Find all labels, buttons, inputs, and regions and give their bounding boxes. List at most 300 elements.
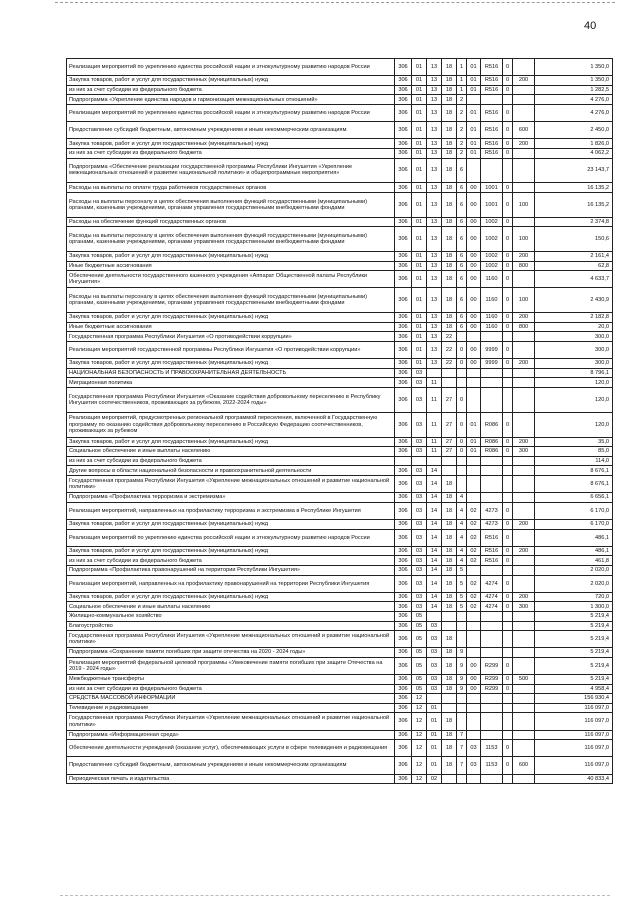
cell-vr <box>513 556 535 566</box>
cell-sub: 1 <box>457 76 467 86</box>
cell-pr: 13 <box>427 227 442 252</box>
table-row <box>67 76 613 86</box>
cell-sub: 0 <box>457 359 467 369</box>
cell-napr: R516 <box>481 59 503 76</box>
cell-sub: 5 <box>457 565 467 575</box>
cell-vr <box>513 648 535 658</box>
table-row <box>67 368 613 378</box>
cell-mer <box>467 565 481 575</box>
cell-vr <box>513 565 535 575</box>
cell-sub <box>457 332 467 342</box>
row-name: из них за счет субсидии из федерального бюджета <box>67 148 395 158</box>
cell-gr: 306 <box>395 648 412 658</box>
cell-gr: 306 <box>395 447 412 457</box>
row-name: Иные бюджетные ассигнования <box>67 322 395 332</box>
cell-dop: 0 <box>503 575 513 592</box>
table-row <box>67 447 613 457</box>
cell-mer: 02 <box>467 502 481 519</box>
cell-amt: 1 350,0 <box>535 76 613 86</box>
cell-prog <box>442 466 457 476</box>
cell-prog: 18 <box>442 631 457 648</box>
cell-napr <box>481 368 503 378</box>
cell-dop <box>503 378 513 388</box>
cell-prog: 18 <box>442 288 457 313</box>
cell-gr: 306 <box>395 104 412 121</box>
cell-gr: 306 <box>395 684 412 694</box>
cell-amt: 300,0 <box>535 342 613 359</box>
table-row <box>67 565 613 575</box>
cell-prog: 18 <box>442 183 457 193</box>
cell-sub: 6 <box>457 192 467 217</box>
row-name: Социальное обеспечение и иные выплаты населению <box>67 447 395 457</box>
cell-sub: 6 <box>457 288 467 313</box>
cell-mer: 02 <box>467 546 481 556</box>
row-name: Подпрограмма «Информационная среда» <box>67 730 395 740</box>
cell-vr <box>513 466 535 476</box>
cell-prog: 18 <box>442 59 457 76</box>
cell-pr: 14 <box>427 575 442 592</box>
cell-dop: 0 <box>503 288 513 313</box>
cell-prog <box>442 378 457 388</box>
cell-dop <box>503 621 513 631</box>
cell-amt: 120,0 <box>535 388 613 413</box>
table-row <box>67 675 613 685</box>
cell-napr: R516 <box>481 556 503 566</box>
cell-amt: 5 219,4 <box>535 631 613 648</box>
cell-vr <box>513 740 535 757</box>
cell-pr: 03 <box>427 684 442 694</box>
table-row <box>67 657 613 674</box>
cell-sub: 6 <box>457 227 467 252</box>
cell-mer <box>467 648 481 658</box>
cell-gr: 306 <box>395 158 412 183</box>
cell-sub: 6 <box>457 158 467 183</box>
cell-gr: 306 <box>395 412 412 437</box>
cell-amt: 2 430,9 <box>535 288 613 313</box>
cell-napr <box>481 95 503 105</box>
cell-prog <box>442 611 457 621</box>
cell-prog: 18 <box>442 261 457 271</box>
cell-gr: 306 <box>395 730 412 740</box>
cell-sub: 4 <box>457 529 467 546</box>
cell-mer: 02 <box>467 592 481 602</box>
cell-pr: 13 <box>427 183 442 193</box>
cell-vr <box>513 529 535 546</box>
cell-mer: 01 <box>467 76 481 86</box>
cell-sub: 7 <box>457 740 467 757</box>
cell-pr: 13 <box>427 322 442 332</box>
cell-amt: 300,0 <box>535 332 613 342</box>
cell-napr <box>481 388 503 413</box>
cell-amt: 486,1 <box>535 529 613 546</box>
cell-dop <box>503 456 513 466</box>
cell-vr: 300 <box>513 447 535 457</box>
table-row <box>67 529 613 546</box>
cell-gr: 306 <box>395 271 412 288</box>
table-row <box>67 158 613 183</box>
cell-rz: 01 <box>412 288 427 313</box>
cell-gr: 306 <box>395 529 412 546</box>
cell-rz: 03 <box>412 368 427 378</box>
cell-pr: 13 <box>427 192 442 217</box>
cell-dop: 0 <box>503 342 513 359</box>
cell-prog: 18 <box>442 192 457 217</box>
cell-rz: 01 <box>412 95 427 105</box>
cell-gr: 306 <box>395 592 412 602</box>
cell-mer: 01 <box>467 59 481 76</box>
cell-gr: 306 <box>395 227 412 252</box>
cell-prog: 18 <box>442 85 457 95</box>
cell-prog <box>442 368 457 378</box>
cell-pr: 14 <box>427 519 442 529</box>
cell-gr: 306 <box>395 466 412 476</box>
cell-gr <box>395 456 412 466</box>
cell-vr <box>513 621 535 631</box>
cell-sub: 0 <box>457 412 467 437</box>
cell-gr: 306 <box>395 774 412 784</box>
cell-mer: 00 <box>467 342 481 359</box>
cell-dop: 0 <box>503 519 513 529</box>
cell-amt: 35,0 <box>535 437 613 447</box>
cell-prog <box>442 694 457 704</box>
cell-pr: 13 <box>427 104 442 121</box>
cell-sub: 6 <box>457 261 467 271</box>
cell-gr: 306 <box>395 621 412 631</box>
cell-rz: 03 <box>412 447 427 457</box>
table-row <box>67 288 613 313</box>
cell-dop: 0 <box>503 359 513 369</box>
row-name: Государственная программа Республики Ингушетия «О противодействии коррупции» <box>67 332 395 342</box>
cell-prog: 18 <box>442 148 457 158</box>
table-row <box>67 456 613 466</box>
cell-vr: 100 <box>513 192 535 217</box>
cell-rz: 03 <box>412 592 427 602</box>
cell-vr: 300 <box>513 602 535 612</box>
cell-sub: 7 <box>457 730 467 740</box>
cell-amt: 461,8 <box>535 556 613 566</box>
cell-gr: 306 <box>395 95 412 105</box>
table-row <box>67 412 613 437</box>
row-name: Закупка товаров, работ и услуг для государственных (муниципальных) нужд <box>67 546 395 556</box>
cell-dop: 0 <box>503 76 513 86</box>
cell-vr <box>513 148 535 158</box>
cell-amt: 486,1 <box>535 546 613 556</box>
cell-mer <box>467 730 481 740</box>
cell-gr: 306 <box>395 631 412 648</box>
cell-sub: 4 <box>457 556 467 566</box>
cell-pr: 11 <box>427 412 442 437</box>
table-row <box>67 592 613 602</box>
cell-sub: 1 <box>457 85 467 95</box>
cell-vr <box>513 611 535 621</box>
cell-dop: 0 <box>503 85 513 95</box>
cell-amt: 4 633,7 <box>535 271 613 288</box>
cell-mer: 01 <box>467 104 481 121</box>
cell-amt: 4 958,4 <box>535 684 613 694</box>
table-row <box>67 631 613 648</box>
row-name: Подпрограмма «Укрепление единства народов и гармонизация межнациональных отношений» <box>67 95 395 105</box>
cell-sub: 9 <box>457 675 467 685</box>
cell-sub <box>457 713 467 730</box>
cell-vr: 500 <box>513 675 535 685</box>
cell-dop <box>503 713 513 730</box>
row-name: Расходы на выплаты персоналу в целях обеспечения выполнения функций государственными (муниципальными) органами, казенными учреждениями, органами управления государственными внебюджетными фондами <box>67 192 395 217</box>
cell-gr: 306 <box>395 437 412 447</box>
cell-sub <box>457 774 467 784</box>
cell-prog: 18 <box>442 252 457 262</box>
cell-dop <box>503 158 513 183</box>
row-name: Закупка товаров, работ и услуг для государственных (муниципальных) нужд <box>67 139 395 149</box>
cell-gr: 306 <box>395 59 412 76</box>
cell-mer <box>467 713 481 730</box>
cell-mer <box>467 476 481 493</box>
cell-mer: 00 <box>467 217 481 227</box>
table-row <box>67 437 613 447</box>
cell-mer <box>467 378 481 388</box>
cell-vr <box>513 694 535 704</box>
table-row <box>67 648 613 658</box>
cell-gr: 306 <box>395 740 412 757</box>
cell-dop: 0 <box>503 192 513 217</box>
cell-napr: 1160 <box>481 322 503 332</box>
cell-rz: 05 <box>412 657 427 674</box>
cell-dop: 0 <box>503 675 513 685</box>
cell-mer <box>467 631 481 648</box>
table-row <box>67 227 613 252</box>
row-name: Подпрограмма «Обеспечение реализации государственной программы Республики Ингушетия «Укрепление межнациональных отношений и развитие национальной политики» и общепрограммные мероприятия» <box>67 158 395 183</box>
cell-dop: 0 <box>503 122 513 139</box>
cell-sub <box>457 476 467 493</box>
cell-gr: 306 <box>395 192 412 217</box>
cell-pr: 13 <box>427 342 442 359</box>
cell-pr: 13 <box>427 59 442 76</box>
cell-prog: 27 <box>442 388 457 413</box>
table-row <box>67 359 613 369</box>
cell-dop: 0 <box>503 271 513 288</box>
table-row <box>67 95 613 105</box>
cell-amt: 2 020,0 <box>535 575 613 592</box>
cell-prog: 22 <box>442 359 457 369</box>
cell-mer <box>467 466 481 476</box>
cell-dop: 0 <box>503 183 513 193</box>
row-name: Другие вопросы в области национальной безопасности и правоохранительной деятельности <box>67 466 395 476</box>
cell-vr: 200 <box>513 519 535 529</box>
cell-dop: 0 <box>503 556 513 566</box>
cell-pr: 13 <box>427 76 442 86</box>
cell-amt: 4 276,0 <box>535 95 613 105</box>
cell-mer: 01 <box>467 437 481 447</box>
table-row <box>67 192 613 217</box>
cell-napr: 1160 <box>481 271 503 288</box>
cell-amt: 23 143,7 <box>535 158 613 183</box>
cell-amt: 116 097,0 <box>535 713 613 730</box>
row-name: Расходы на выплаты по оплате труда работников государственных органов <box>67 183 395 193</box>
cell-amt: 5 219,4 <box>535 611 613 621</box>
cell-napr: 4274 <box>481 592 503 602</box>
cell-dop <box>503 476 513 493</box>
cell-vr <box>513 657 535 674</box>
cell-mer: 01 <box>467 85 481 95</box>
cell-gr: 306 <box>395 288 412 313</box>
cell-rz: 01 <box>412 342 427 359</box>
cell-prog: 18 <box>442 575 457 592</box>
cell-gr: 306 <box>395 519 412 529</box>
cell-amt: 4 062,2 <box>535 148 613 158</box>
cell-gr: 306 <box>395 359 412 369</box>
cell-mer: 01 <box>467 148 481 158</box>
cell-prog: 18 <box>442 95 457 105</box>
cell-vr <box>513 85 535 95</box>
top-scan-border <box>55 2 615 4</box>
cell-vr <box>513 456 535 466</box>
cell-dop: 0 <box>503 592 513 602</box>
cell-napr: R516 <box>481 546 503 556</box>
cell-prog <box>442 621 457 631</box>
cell-rz: 03 <box>412 466 427 476</box>
cell-gr: 306 <box>395 261 412 271</box>
cell-gr: 306 <box>395 675 412 685</box>
cell-dop <box>503 631 513 648</box>
row-name: Закупка товаров, работ и услуг для государственных (муниципальных) нужд <box>67 252 395 262</box>
cell-gr: 306 <box>395 502 412 519</box>
cell-rz: 03 <box>412 378 427 388</box>
cell-vr: 800 <box>513 261 535 271</box>
table-row <box>67 122 613 139</box>
cell-sub: 6 <box>457 271 467 288</box>
cell-vr <box>513 183 535 193</box>
cell-dop <box>503 565 513 575</box>
row-name: Предоставление субсидий бюджетным, автономным учреждениям и иным некоммерческим организациям <box>67 122 395 139</box>
cell-gr: 306 <box>395 565 412 575</box>
cell-vr <box>513 476 535 493</box>
page-number: 40 <box>584 20 597 32</box>
cell-rz: 01 <box>412 227 427 252</box>
cell-gr: 306 <box>395 556 412 566</box>
table-row <box>67 261 613 271</box>
table-row <box>67 342 613 359</box>
table-row <box>67 684 613 694</box>
cell-amt: 2 020,0 <box>535 565 613 575</box>
cell-gr: 306 <box>395 332 412 342</box>
cell-gr: 306 <box>395 139 412 149</box>
cell-vr <box>513 332 535 342</box>
cell-pr: 11 <box>427 447 442 457</box>
cell-sub: 9 <box>457 684 467 694</box>
row-name: Расходы на выплаты персоналу в целях обеспечения выполнения функций государственными (муниципальными) органами, казенными учреждениями, органами управления государственными внебюджетными фондами <box>67 288 395 313</box>
cell-mer: 03 <box>467 757 481 774</box>
cell-prog: 18 <box>442 313 457 323</box>
cell-napr: 1002 <box>481 217 503 227</box>
cell-rz: 01 <box>412 76 427 86</box>
row-name: Реализация мероприятий, предусмотренных региональной программой переселения, включенной в Государственную программу по оказанию содействия добровольному переселению в Российскую Федерацию соотечественников, проживающих за рубежом <box>67 412 395 437</box>
cell-pr: 13 <box>427 217 442 227</box>
cell-pr <box>427 694 442 704</box>
cell-sub: 4 <box>457 546 467 556</box>
cell-napr: R299 <box>481 657 503 674</box>
cell-rz: 01 <box>412 217 427 227</box>
cell-dop: 0 <box>503 104 513 121</box>
cell-rz: 12 <box>412 757 427 774</box>
cell-napr <box>481 703 503 713</box>
cell-vr <box>513 493 535 503</box>
cell-vr <box>513 368 535 378</box>
cell-amt: 40 833,4 <box>535 774 613 784</box>
row-name: Расходы на выплаты персоналу в целях обеспечения выполнения функций государственными (муниципальными) органами, казенными учреждениями, органами управления государственными внебюджетными фондами <box>67 227 395 252</box>
bottom-scan-border <box>60 895 610 897</box>
cell-gr: 306 <box>395 85 412 95</box>
cell-rz: 01 <box>412 359 427 369</box>
cell-vr <box>513 59 535 76</box>
cell-mer <box>467 621 481 631</box>
cell-rz: 01 <box>412 252 427 262</box>
cell-mer <box>467 703 481 713</box>
cell-prog: 22 <box>442 342 457 359</box>
cell-mer <box>467 493 481 503</box>
row-name: СРЕДСТВА МАССОВОЙ ИНФОРМАЦИИ <box>67 694 395 704</box>
cell-rz: 03 <box>412 519 427 529</box>
cell-vr <box>513 104 535 121</box>
cell-dop <box>503 466 513 476</box>
cell-dop: 0 <box>503 322 513 332</box>
cell-gr: 306 <box>395 217 412 227</box>
cell-vr <box>513 774 535 784</box>
cell-gr: 306 <box>395 322 412 332</box>
cell-napr: 1160 <box>481 313 503 323</box>
row-name: Государственная программа Республики Ингушетия «Укрепление межнациональных отношений и развитие национальной политики» <box>67 476 395 493</box>
cell-rz: 03 <box>412 602 427 612</box>
cell-sub: 2 <box>457 139 467 149</box>
cell-prog: 27 <box>442 437 457 447</box>
cell-pr: 14 <box>427 546 442 556</box>
cell-mer <box>467 95 481 105</box>
cell-mer: 00 <box>467 183 481 193</box>
cell-sub <box>457 611 467 621</box>
cell-pr: 13 <box>427 85 442 95</box>
cell-amt: 116 097,0 <box>535 730 613 740</box>
cell-napr: R516 <box>481 76 503 86</box>
budget-table-body <box>67 59 613 784</box>
cell-rz: 12 <box>412 774 427 784</box>
cell-rz: 12 <box>412 694 427 704</box>
cell-gr: 306 <box>395 148 412 158</box>
cell-amt: 1 350,0 <box>535 59 613 76</box>
cell-amt: 16 135,2 <box>535 183 613 193</box>
cell-gr: 306 <box>395 493 412 503</box>
cell-pr: 14 <box>427 602 442 612</box>
cell-napr: 4274 <box>481 575 503 592</box>
cell-gr: 306 <box>395 713 412 730</box>
cell-rz: 03 <box>412 529 427 546</box>
cell-mer: 00 <box>467 261 481 271</box>
cell-vr <box>513 703 535 713</box>
cell-amt: 300,0 <box>535 359 613 369</box>
cell-mer <box>467 611 481 621</box>
cell-vr: 100 <box>513 227 535 252</box>
cell-mer: 00 <box>467 271 481 288</box>
table-row <box>67 183 613 193</box>
cell-dop: 0 <box>503 757 513 774</box>
table-row <box>67 713 613 730</box>
cell-pr: 14 <box>427 476 442 493</box>
cell-dop <box>503 332 513 342</box>
cell-rz: 12 <box>412 703 427 713</box>
cell-napr: R516 <box>481 104 503 121</box>
cell-pr: 13 <box>427 122 442 139</box>
row-name: Подпрограмма «Профилактика терроризма и экстремизма» <box>67 493 395 503</box>
cell-mer: 00 <box>467 192 481 217</box>
table-row <box>67 602 613 612</box>
cell-pr: 13 <box>427 288 442 313</box>
